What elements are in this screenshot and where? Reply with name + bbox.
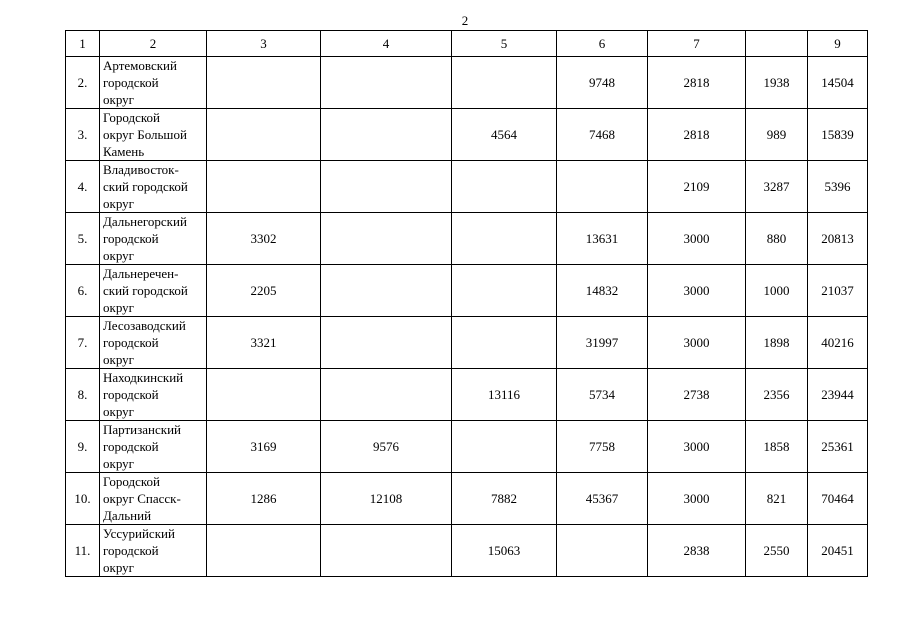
district-name-line: городской — [103, 387, 159, 402]
value-cell-c8: 1858 — [746, 421, 808, 473]
value-cell-c7: 3000 — [648, 213, 746, 265]
value-cell-c7: 2818 — [648, 57, 746, 109]
value-cell-c9: 20813 — [808, 213, 868, 265]
value-cell-c7: 2109 — [648, 161, 746, 213]
district-name-line: округ — [103, 456, 134, 471]
header-cell: 6 — [557, 31, 648, 57]
table-row — [66, 213, 868, 265]
value-cell-c8: 821 — [746, 473, 808, 525]
value-cell-c6 — [557, 525, 648, 577]
table-row — [66, 265, 868, 317]
value-cell-c7: 3000 — [648, 473, 746, 525]
district-name-cell — [100, 109, 207, 161]
table-row — [66, 57, 868, 109]
district-name-line: Дальнеречен- — [103, 266, 179, 281]
table-row — [66, 369, 868, 421]
value-cell-c8: 2550 — [746, 525, 808, 577]
value-cell-c3: 3302 — [207, 213, 321, 265]
district-name-line: городской — [103, 231, 159, 246]
value-cell-c9: 14504 — [808, 57, 868, 109]
value-cell-c6: 14832 — [557, 265, 648, 317]
header-cell: 3 — [207, 31, 321, 57]
value-cell-c6: 45367 — [557, 473, 648, 525]
district-name-line: Уссурийский — [103, 526, 175, 541]
value-cell-c8: 1000 — [746, 265, 808, 317]
value-cell-c3 — [207, 161, 321, 213]
district-name-line: округ — [103, 300, 134, 315]
row-number-cell: 7. — [66, 317, 100, 369]
value-cell-c9: 25361 — [808, 421, 868, 473]
district-name-line: Владивосток- — [103, 162, 179, 177]
page-number: 2 — [461, 13, 469, 28]
value-cell-c3: 3321 — [207, 317, 321, 369]
value-cell-c4 — [321, 265, 452, 317]
data-table — [65, 30, 868, 577]
district-name-line: городской — [103, 543, 159, 558]
district-name-cell — [100, 161, 207, 213]
value-cell-c5: 13116 — [452, 369, 557, 421]
row-number-cell: 11. — [66, 525, 100, 577]
value-cell-c7: 2838 — [648, 525, 746, 577]
row-number-cell: 10. — [66, 473, 100, 525]
value-cell-c6: 5734 — [557, 369, 648, 421]
district-name-cell — [100, 317, 207, 369]
header-cell: 4 — [321, 31, 452, 57]
district-name-cell — [100, 369, 207, 421]
district-name-line: Дальний — [103, 508, 152, 523]
district-name-line: ский городской — [103, 283, 188, 298]
value-cell-c7: 2818 — [648, 109, 746, 161]
value-cell-c5 — [452, 213, 557, 265]
header-cell: 7 — [648, 31, 746, 57]
row-number-cell: 3. — [66, 109, 100, 161]
value-cell-c3: 3169 — [207, 421, 321, 473]
district-name-cell — [100, 57, 207, 109]
district-name-line: Находкинский — [103, 370, 184, 385]
table-row — [66, 161, 868, 213]
value-cell-c9: 70464 — [808, 473, 868, 525]
district-name-cell — [100, 525, 207, 577]
table-row — [66, 421, 868, 473]
value-cell-c9: 23944 — [808, 369, 868, 421]
district-name-line: городской — [103, 439, 159, 454]
district-name-line: городской — [103, 75, 159, 90]
district-name-line: округ Большой — [103, 127, 187, 142]
header-cell: 5 — [452, 31, 557, 57]
value-cell-c5 — [452, 161, 557, 213]
row-number-cell: 4. — [66, 161, 100, 213]
district-name-line: округ — [103, 560, 134, 575]
district-name-line: Камень — [103, 144, 145, 159]
value-cell-c8: 880 — [746, 213, 808, 265]
value-cell-c5 — [452, 265, 557, 317]
value-cell-c5: 15063 — [452, 525, 557, 577]
district-name-line: Дальнегорский — [103, 214, 187, 229]
value-cell-c4: 9576 — [321, 421, 452, 473]
value-cell-c7: 3000 — [648, 317, 746, 369]
header-cell: 2 — [100, 31, 207, 57]
value-cell-c3 — [207, 369, 321, 421]
table-header-row — [66, 31, 868, 57]
district-name-line: округ — [103, 404, 134, 419]
district-name-line: округ — [103, 352, 134, 367]
value-cell-c5 — [452, 57, 557, 109]
value-cell-c4 — [321, 525, 452, 577]
value-cell-c4 — [321, 369, 452, 421]
value-cell-c5: 4564 — [452, 109, 557, 161]
row-number-cell: 9. — [66, 421, 100, 473]
value-cell-c4 — [321, 57, 452, 109]
value-cell-c7: 3000 — [648, 265, 746, 317]
value-cell-c3: 1286 — [207, 473, 321, 525]
value-cell-c9: 40216 — [808, 317, 868, 369]
district-name-cell — [100, 421, 207, 473]
district-name-line: округ — [103, 196, 134, 211]
district-name-cell — [100, 265, 207, 317]
value-cell-c7: 2738 — [648, 369, 746, 421]
value-cell-c3 — [207, 57, 321, 109]
value-cell-c8: 2356 — [746, 369, 808, 421]
value-cell-c5 — [452, 317, 557, 369]
value-cell-c4 — [321, 161, 452, 213]
row-number-cell: 5. — [66, 213, 100, 265]
value-cell-c8: 1938 — [746, 57, 808, 109]
value-cell-c5 — [452, 421, 557, 473]
value-cell-c3 — [207, 109, 321, 161]
value-cell-c6: 7468 — [557, 109, 648, 161]
value-cell-c4 — [321, 213, 452, 265]
value-cell-c5: 7882 — [452, 473, 557, 525]
district-name-line: ский городской — [103, 179, 188, 194]
value-cell-c3: 2205 — [207, 265, 321, 317]
value-cell-c7: 3000 — [648, 421, 746, 473]
value-cell-c9: 15839 — [808, 109, 868, 161]
district-name-line: Партизанский — [103, 422, 181, 437]
row-number-cell: 6. — [66, 265, 100, 317]
value-cell-c4: 12108 — [321, 473, 452, 525]
district-name-line: Городской — [103, 474, 160, 489]
district-name-line: Лесозаводский — [103, 318, 186, 333]
value-cell-c9: 5396 — [808, 161, 868, 213]
table-row — [66, 473, 868, 525]
table-row — [66, 109, 868, 161]
district-name-line: округ Спасск- — [103, 491, 181, 506]
value-cell-c9: 21037 — [808, 265, 868, 317]
value-cell-c6: 7758 — [557, 421, 648, 473]
value-cell-c3 — [207, 525, 321, 577]
table-row — [66, 317, 868, 369]
district-name-line: округ — [103, 92, 134, 107]
value-cell-c6: 13631 — [557, 213, 648, 265]
district-name-line: Артемовский — [103, 58, 177, 73]
value-cell-c4 — [321, 109, 452, 161]
header-cell: 9 — [808, 31, 868, 57]
header-cell — [746, 31, 808, 57]
header-cell: 1 — [66, 31, 100, 57]
district-name-cell — [100, 213, 207, 265]
district-name-cell — [100, 473, 207, 525]
value-cell-c9: 20451 — [808, 525, 868, 577]
value-cell-c6: 31997 — [557, 317, 648, 369]
row-number-cell: 8. — [66, 369, 100, 421]
row-number-cell: 2. — [66, 57, 100, 109]
value-cell-c6: 9748 — [557, 57, 648, 109]
value-cell-c8: 3287 — [746, 161, 808, 213]
value-cell-c8: 989 — [746, 109, 808, 161]
value-cell-c6 — [557, 161, 648, 213]
district-name-line: Городской — [103, 110, 160, 125]
table-row — [66, 525, 868, 577]
district-name-line: округ — [103, 248, 134, 263]
value-cell-c4 — [321, 317, 452, 369]
district-name-line: городской — [103, 335, 159, 350]
value-cell-c8: 1898 — [746, 317, 808, 369]
